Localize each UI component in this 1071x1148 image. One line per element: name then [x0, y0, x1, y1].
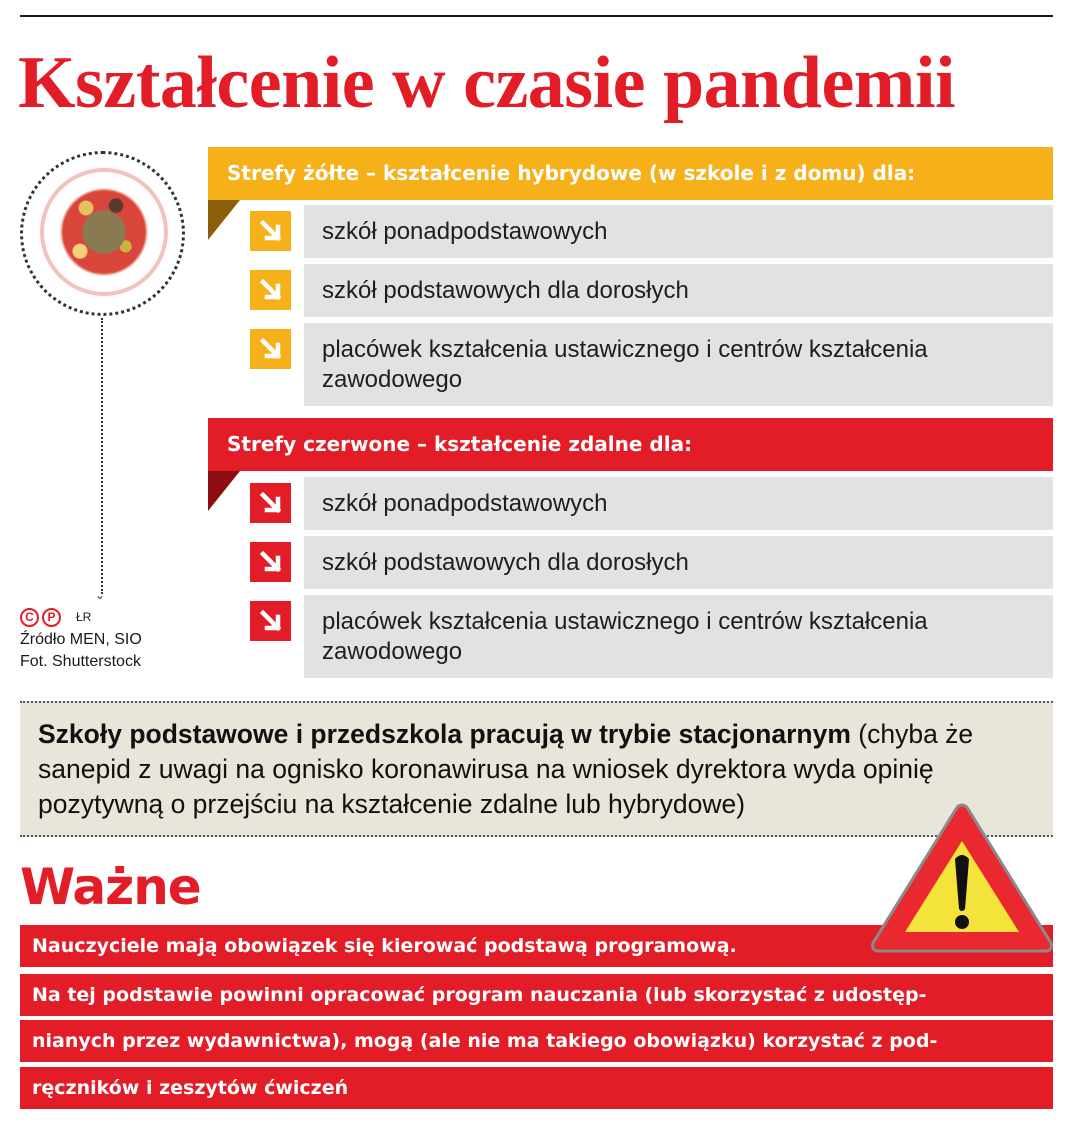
- yellow-zone-item: [250, 205, 1053, 258]
- yellow-zone-item: [250, 323, 1053, 406]
- dotted-connector: [101, 318, 103, 594]
- photo-credit: Fot. Shutterstock: [20, 653, 141, 670]
- publisher-icon: P: [42, 608, 61, 627]
- red-zone-item: [250, 536, 1053, 589]
- red-zone-item: [250, 595, 1053, 678]
- ribbon-fold: [208, 471, 240, 511]
- item-text: szkół podstawowych dla dorosłych: [304, 536, 1053, 589]
- red-zone-header: Strefy czerwone – kształcenie zdalne dla:: [208, 418, 1053, 471]
- author-initials: ŁR: [76, 610, 92, 624]
- arrow-down-right-icon: [250, 270, 291, 310]
- yellow-zone-header: Strefy żółte – kształcenie hybrydowe (w szkole i z domu) dla:: [208, 147, 1053, 200]
- source-text: Źródło MEN, SIO: [20, 631, 142, 648]
- top-rule: [20, 15, 1053, 17]
- arrow-down-right-icon: [250, 601, 291, 641]
- item-text: szkół ponadpodstawowych: [304, 205, 1053, 258]
- arrow-down-right-icon: [250, 542, 291, 582]
- item-text: placówek kształcenia ustawicznego i centrów kształcenia zawodowego: [304, 595, 1053, 678]
- important-heading: Ważne: [20, 858, 201, 916]
- coronavirus-image: [44, 172, 164, 292]
- arrow-down-right-icon: [250, 211, 291, 251]
- important-line: ręczników i zeszytów ćwiczeń: [20, 1067, 1053, 1109]
- important-line: Na tej podstawie powinni opracować program nauczania (lub skorzystać z udostęp-: [20, 974, 1053, 1016]
- important-line: nianych przez wydawnictwa), mogą (ale nie ma takiego obowiązku) korzystać z pod-: [20, 1020, 1053, 1062]
- info-text: (chyba że sanepid z uwagi na ognisko koronawirusa na wniosek dyrektora wyda opinię pozytywną o przejściu na kształcenie zdalne lub hybrydowe): [38, 719, 974, 819]
- warning-sign-icon: [869, 801, 1055, 956]
- info-bold: Szkoły podstawowe i przedszkola pracują w trybie stacjonarnym: [38, 719, 851, 749]
- item-text: szkół podstawowych dla dorosłych: [304, 264, 1053, 317]
- arrow-down-right-icon: [250, 483, 291, 523]
- copyright-icon: C: [20, 608, 39, 627]
- yellow-zone-item: [250, 264, 1053, 317]
- ribbon-fold: [208, 200, 240, 240]
- important-line: Nauczyciele mają obowiązek się kierować podstawą programową.: [20, 925, 1053, 967]
- item-text: placówek kształcenia ustawicznego i centrów kształcenia zawodowego: [304, 323, 1053, 406]
- page-title: Kształcenie w czasie pandemii: [18, 42, 956, 124]
- arrow-down-right-icon: [250, 329, 291, 369]
- item-text: szkół ponadpodstawowych: [304, 477, 1053, 530]
- chevron-down-icon: ⌄: [95, 588, 106, 602]
- credits: [20, 605, 142, 673]
- red-zone-item: [250, 477, 1053, 530]
